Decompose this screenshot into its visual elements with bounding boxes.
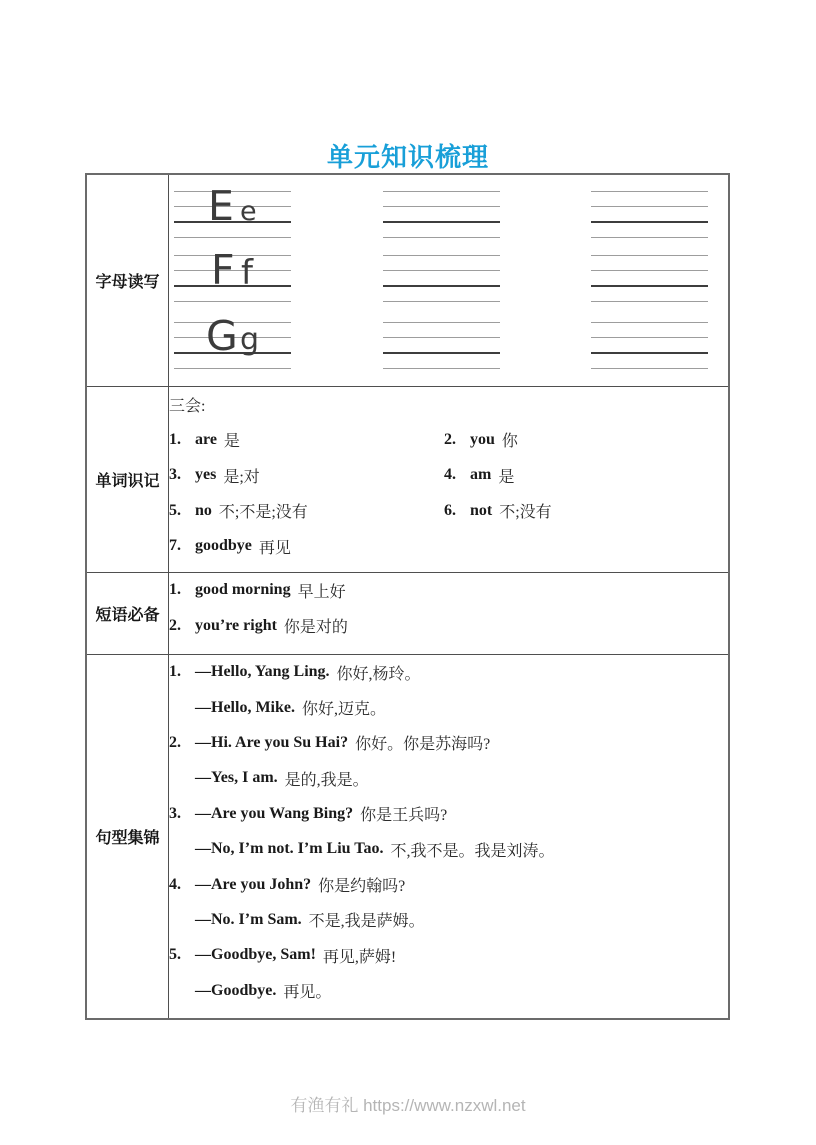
- sentence-line: —No. I’m Sam. 不是,我是萨姆。: [195, 910, 425, 931]
- sentence-line: 3. —Are you Wang Bing? 你是王兵吗?: [169, 804, 448, 825]
- page-title: 单元知识梳理: [326, 142, 489, 172]
- letter-f-lowercase: f: [241, 253, 253, 293]
- word-row: [169, 458, 728, 494]
- sentence-line: 1. —Hello, Yang Ling. 你好,杨玲。: [169, 663, 421, 683]
- letter-E-uppercase: E: [208, 182, 234, 230]
- letter-practice-cell: [169, 174, 730, 386]
- row-sentences: [86, 654, 729, 1019]
- phrase-item: 2. you’re right 你是对的: [169, 616, 348, 637]
- row-words: [86, 386, 729, 572]
- sentences-cell: [169, 654, 730, 1019]
- sentence-line: 5. —Goodbye, Sam! 再见,萨姆!: [169, 946, 397, 966]
- word-item: 3. yes 是;对: [169, 466, 260, 486]
- practice-lines-blank: [383, 322, 500, 369]
- word-item: 5. no 不;不是;没有: [169, 501, 308, 522]
- letter-G-uppercase: G: [206, 312, 238, 360]
- word-item: 6. not 不;没有: [444, 501, 552, 522]
- letter-F-uppercase: F: [211, 246, 235, 294]
- letter-g-lowercase: g: [240, 322, 260, 357]
- words-cell: [169, 386, 730, 572]
- row-letter-writing: [86, 174, 729, 386]
- row-phrases: [86, 572, 729, 654]
- practice-lines-blank: [383, 255, 500, 302]
- letter-e-lowercase: e: [240, 196, 257, 227]
- sentence-line: —No, I’m not. I’m Liu Tao. 不,我不是。我是刘涛。: [195, 840, 555, 860]
- practice-lines-blank: [591, 322, 708, 369]
- knowledge-table: [85, 173, 730, 1020]
- word-item: 1. are 是: [169, 430, 240, 451]
- practice-lines-blank: [383, 191, 500, 238]
- row-header-letter-writing: 字母读写: [86, 174, 169, 386]
- word-item: 4. am 是: [444, 466, 515, 486]
- word-item: 2. you 你: [444, 430, 518, 451]
- phrases-cell: [169, 572, 730, 654]
- word-row: [169, 493, 728, 529]
- sentence-line: 2. —Hi. Are you Su Hai? 你好。你是苏海吗?: [169, 733, 491, 754]
- practice-lines-blank: [591, 191, 708, 238]
- sentence-line: —Goodbye. 再见。: [195, 981, 332, 1002]
- word-item: 7. goodbye 再见: [169, 537, 291, 557]
- sentence-line: 4. —Are you John? 你是约翰吗?: [169, 875, 406, 896]
- words-intro: 三会:: [169, 397, 206, 415]
- word-row: [169, 422, 728, 458]
- row-header-sentences: 句型集锦: [86, 654, 169, 1019]
- row-header-words: 单词识记: [86, 386, 169, 572]
- sentence-line: —Yes, I am. 是的,我是。: [195, 769, 369, 789]
- footer-watermark: 有渔有礼 https://www.nzxwl.net: [290, 1096, 526, 1115]
- sentence-line: —Hello, Mike. 你好,迈克。: [195, 698, 386, 719]
- row-header-phrases: 短语必备: [86, 572, 169, 654]
- word-row: [169, 529, 728, 565]
- practice-lines-blank: [591, 255, 708, 302]
- phrase-item: 1. good morning 早上好: [169, 581, 346, 601]
